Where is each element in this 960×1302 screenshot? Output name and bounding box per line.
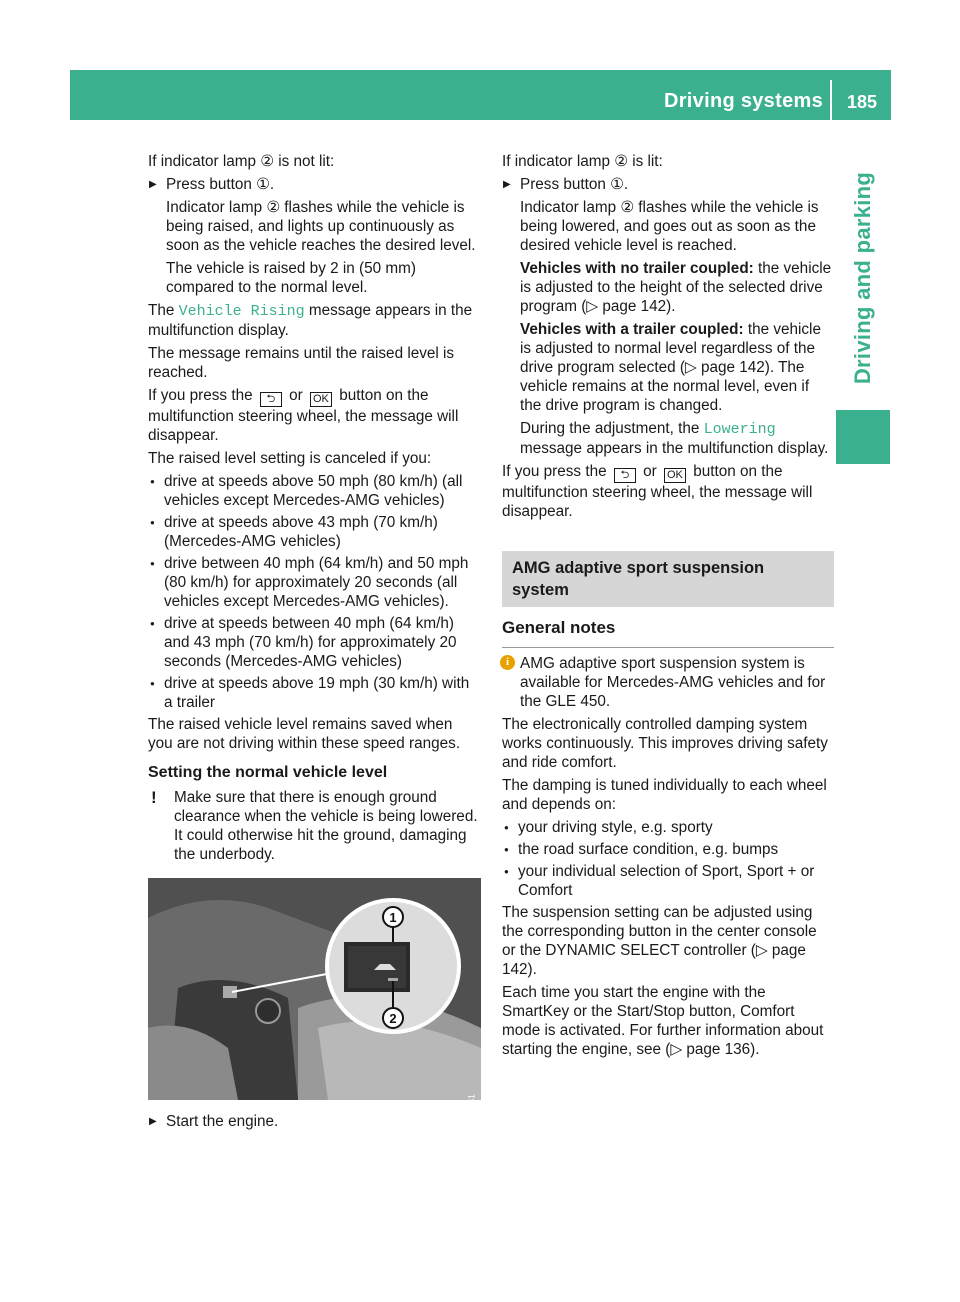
left-column (148, 152, 481, 1159)
press-back-ok (148, 386, 481, 445)
paragraph: The suspension setting can be adjusted using the corresponding button in the center console or the DYNAMIC SELECT controller (▷ page 142). (502, 904, 817, 978)
subheading-general-notes: General notes (502, 617, 834, 648)
list-item: ● drive between 40 mph (64 km/h) and 50 mph (80 km/h) for approximately 20 seconds (all vehicles except Mercedes-AMG vehicles). (148, 554, 481, 611)
press-back-ok (502, 462, 834, 521)
message-remains: The message remains until the raised level is reached. (148, 345, 455, 381)
page-number: 185 (847, 92, 878, 112)
step-press-button: ▶ Press button ①. (502, 175, 834, 194)
raised-note: The vehicle is raised by 2 in (50 mm) compared to the normal level. (166, 260, 416, 296)
no-trailer-lead: Vehicles with no trailer coupled: (520, 260, 754, 277)
adjust-pre: During the adjustment, the (520, 420, 700, 437)
step-start-engine: ▶ Start the engine. (148, 1112, 481, 1131)
trailer-note (502, 320, 834, 415)
press-pre: If you press the (502, 463, 607, 480)
back-key-icon: ⮌ (614, 468, 636, 483)
warning-icon: ! (151, 788, 157, 807)
paragraph: Each time you start the engine with the SmartKey or the Start/Stop button, Comfort mode is activated. For further information about starting the engine, see (▷ page 136). (502, 984, 824, 1058)
trailer-lead: Vehicles with a trailer coupled: (520, 321, 744, 338)
callout-1: 1 (389, 910, 397, 925)
side-tab-label: Driving and parking (850, 171, 875, 385)
console-illustration (148, 878, 481, 1100)
press-pre: If you press the (148, 387, 253, 404)
list-item: ● the road surface condition, e.g. bumps (502, 840, 834, 859)
saved-note: The raised vehicle level remains saved when you are not driving within these speed ranges. (148, 716, 461, 752)
press-or: or (643, 463, 657, 480)
step-indicator-text: Indicator lamp ② flashes while the vehicle is being raised, and lights up continuously as soon as the vehicle reaches the desired level. (166, 199, 476, 254)
trailer-text: the vehicle is adjusted to normal level regardless of the drive program selected (▷ page 142). The vehicle remains at the normal level, even if the drive program is changed. (520, 321, 821, 414)
msg-pre: The (148, 302, 175, 319)
header-separator (830, 80, 832, 120)
figure-code: P54.25-9636-31 (467, 1094, 477, 1159)
ok-key-icon: OK (310, 392, 332, 407)
message-lowering (502, 419, 834, 458)
list-item: ● drive at speeds above 43 mph (70 km/h) (Mercedes-AMG vehicles) (148, 513, 481, 551)
info-icon: i (500, 655, 515, 670)
list-item: ● drive at speeds above 50 mph (80 km/h) (all vehicles except Mercedes-AMG vehicles) (148, 472, 481, 510)
section-title: AMG adaptive sport suspension system (502, 551, 834, 607)
ok-key-icon: OK (664, 468, 686, 483)
list-item: ● drive at speeds between 40 mph (64 km/h) and 43 mph (70 km/h) for approximately 20 seconds (Mercedes-AMG vehicles) (148, 614, 481, 671)
callout-2: 2 (389, 1011, 397, 1026)
press-or: or (289, 387, 303, 404)
back-key-icon: ⮌ (260, 392, 282, 407)
list-item: ● drive at speeds above 19 mph (30 km/h) with a trailer (148, 674, 481, 712)
intro-lit: If indicator lamp ② is lit: (502, 153, 663, 170)
display-message-code: Vehicle Rising (178, 303, 305, 320)
msg-post: message appears in the multifunction display. (148, 302, 473, 339)
side-tab-marker (836, 410, 890, 464)
step-press-button: ▶ Press button ①. (148, 175, 481, 194)
press-post: button on the multifunction steering wheel, the message will disappear. (148, 387, 459, 444)
header-title: Driving systems (663, 90, 823, 112)
canceled-intro: The raised level setting is canceled if you: (148, 450, 432, 467)
warning-text: Make sure that there is enough ground clearance when the vehicle is being lowered. It could otherwise hit the ground, damaging the underbody. (174, 789, 478, 863)
right-column (502, 152, 834, 1063)
warning-note (148, 788, 481, 864)
heading-normal-level: Setting the normal vehicle level (148, 764, 388, 781)
info-note (502, 654, 834, 711)
list-item: ● your driving style, e.g. sporty (502, 818, 834, 837)
info-text: AMG adaptive sport suspension system is available for Mercedes-AMG vehicles and for the GLE 450. (520, 655, 826, 710)
no-trailer-text: the vehicle is adjusted to the height of the selected drive program (▷ page 142). (520, 260, 832, 315)
paragraph: The electronically controlled damping system works continuously. This improves driving safety and ride comfort. (502, 716, 828, 771)
press-post: button on the multifunction steering wheel, the message will disappear. (502, 463, 813, 520)
list-item: ● your individual selection of Sport, Sport + or Comfort (502, 862, 834, 900)
paragraph: The damping is tuned individually to each wheel and depends on: (502, 777, 827, 813)
message-vehicle-rising (148, 301, 481, 340)
step-indicator-text: Indicator lamp ② flashes while the vehicle is being lowered, and goes out as soon as the desired vehicle level is reached. (520, 199, 819, 254)
adjust-post: message appears in the multifunction display. (520, 440, 829, 457)
no-trailer-note (502, 259, 834, 316)
display-message-code: Lowering (703, 421, 776, 438)
intro-not-lit: If indicator lamp ② is not lit: (148, 153, 335, 170)
side-tab (836, 158, 890, 398)
